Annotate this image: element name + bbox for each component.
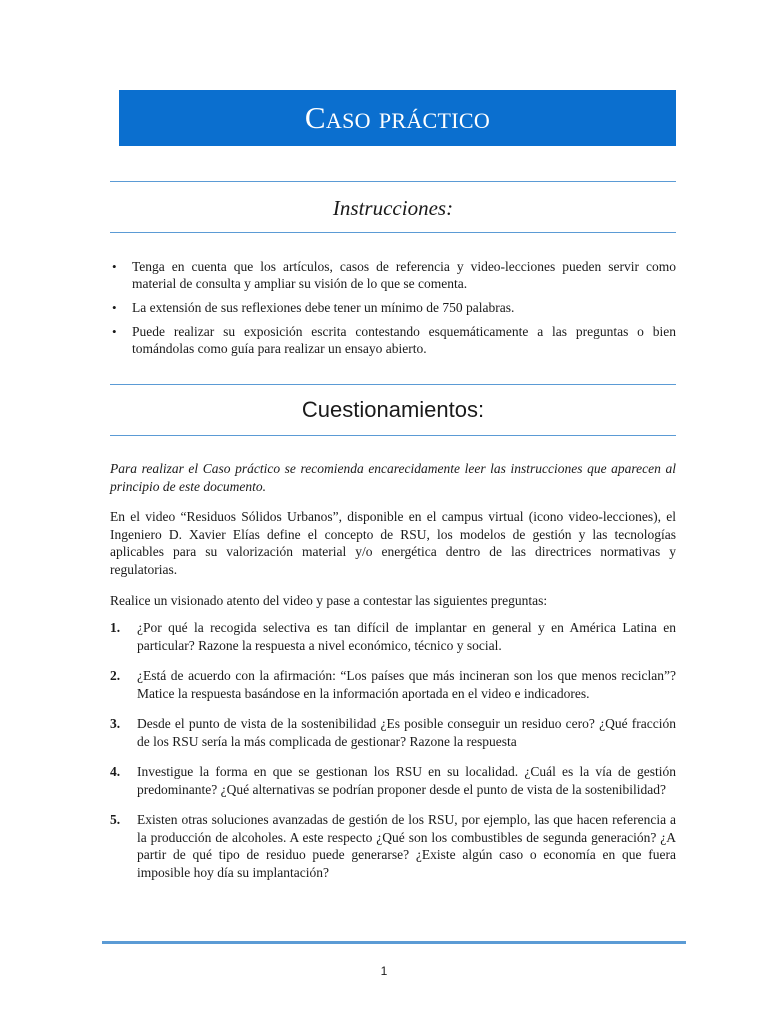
intro-note: Para realizar el Caso práctico se recomienda encarecidamente leer las instrucciones que aparecen al principio de este documento.	[110, 461, 676, 494]
question-number: 1.	[110, 620, 121, 635]
question-item	[110, 667, 676, 702]
list-item-text: Tenga en cuenta que los artículos, casos de referencia y video-lecciones pueden servir como material de consulta y ampliar su visión de lo que se comenta.	[132, 259, 676, 291]
question-number: 2.	[110, 668, 121, 683]
bullet-icon: •	[112, 259, 117, 274]
question-item	[110, 811, 676, 881]
footer-divider	[102, 941, 686, 944]
question-number: 5.	[110, 812, 121, 827]
question-text: ¿Por qué la recogida selectiva es tan difícil de implantar en general y en América Latina en particular? Razone la respuesta a nivel económico, técnico y social.	[137, 620, 676, 653]
question-text: Investigue la forma en que se gestionan los RSU en su localidad. ¿Cuál es la vía de gestión predominante? ¿Qué alternativas se podrían proponer desde el punto de vista de la sostenibilidad?	[137, 764, 676, 797]
questions-heading: Cuestionamientos:	[301, 397, 485, 422]
questions-lead-in: Realice un visionado atento del video y pase a contestar las siguientes preguntas:	[110, 593, 548, 608]
question-text: ¿Está de acuerdo con la afirmación: “Los países que más incineran son los que menos reciclan”? Matice la respuesta basándose en la información aportada en el video e indicadores.	[137, 668, 676, 701]
question-item	[110, 715, 676, 750]
divider	[110, 232, 676, 233]
instructions-list	[110, 258, 676, 364]
divider	[110, 435, 676, 436]
question-item	[110, 763, 676, 798]
video-description: En el video “Residuos Sólidos Urbanos”, disponible en el campus virtual (icono video-lecciones), el Ingeniero D. Xavier Elías define el concepto de RSU, los modelos de gestión y las tecnologías aplicables para su valorización material y/o energética dentro de las directrices normativas y regulatorias.	[110, 509, 676, 577]
list-item	[110, 299, 676, 316]
bullet-icon: •	[112, 324, 117, 339]
divider	[110, 181, 676, 182]
question-number: 4.	[110, 764, 121, 779]
list-item	[110, 323, 676, 357]
list-item	[110, 258, 676, 292]
question-text: Desde el punto de vista de la sostenibilidad ¿Es posible conseguir un residuo cero? ¿Qué fracción de los RSU sería la más complicada de gestionar? Razone la respuesta	[137, 716, 676, 749]
page-title: Caso práctico	[304, 100, 491, 135]
list-item-text: Puede realizar su exposición escrita contestando esquemáticamente a las preguntas o bien tomándolas como guía para realizar un ensayo abierto.	[132, 324, 676, 356]
questions-list	[110, 619, 676, 881]
title-banner	[119, 90, 676, 146]
list-item-text: La extensión de sus reflexiones debe tener un mínimo de 750 palabras.	[132, 300, 515, 315]
question-text: Existen otras soluciones avanzadas de gestión de los RSU, por ejemplo, las que hacen referencia a la producción de alcoholes. A este respecto ¿Qué son los combustibles de segunda generación? ¿A partir de qué tipo de residuo puede generarse? ¿Existe algún caso o economía en que fuera imposible hoy día su implantación?	[137, 812, 676, 880]
divider	[110, 384, 676, 385]
page-number: 1	[380, 964, 388, 978]
question-item	[110, 619, 676, 654]
instructions-heading: Instrucciones:	[332, 196, 454, 220]
question-number: 3.	[110, 716, 121, 731]
bullet-icon: •	[112, 300, 117, 315]
